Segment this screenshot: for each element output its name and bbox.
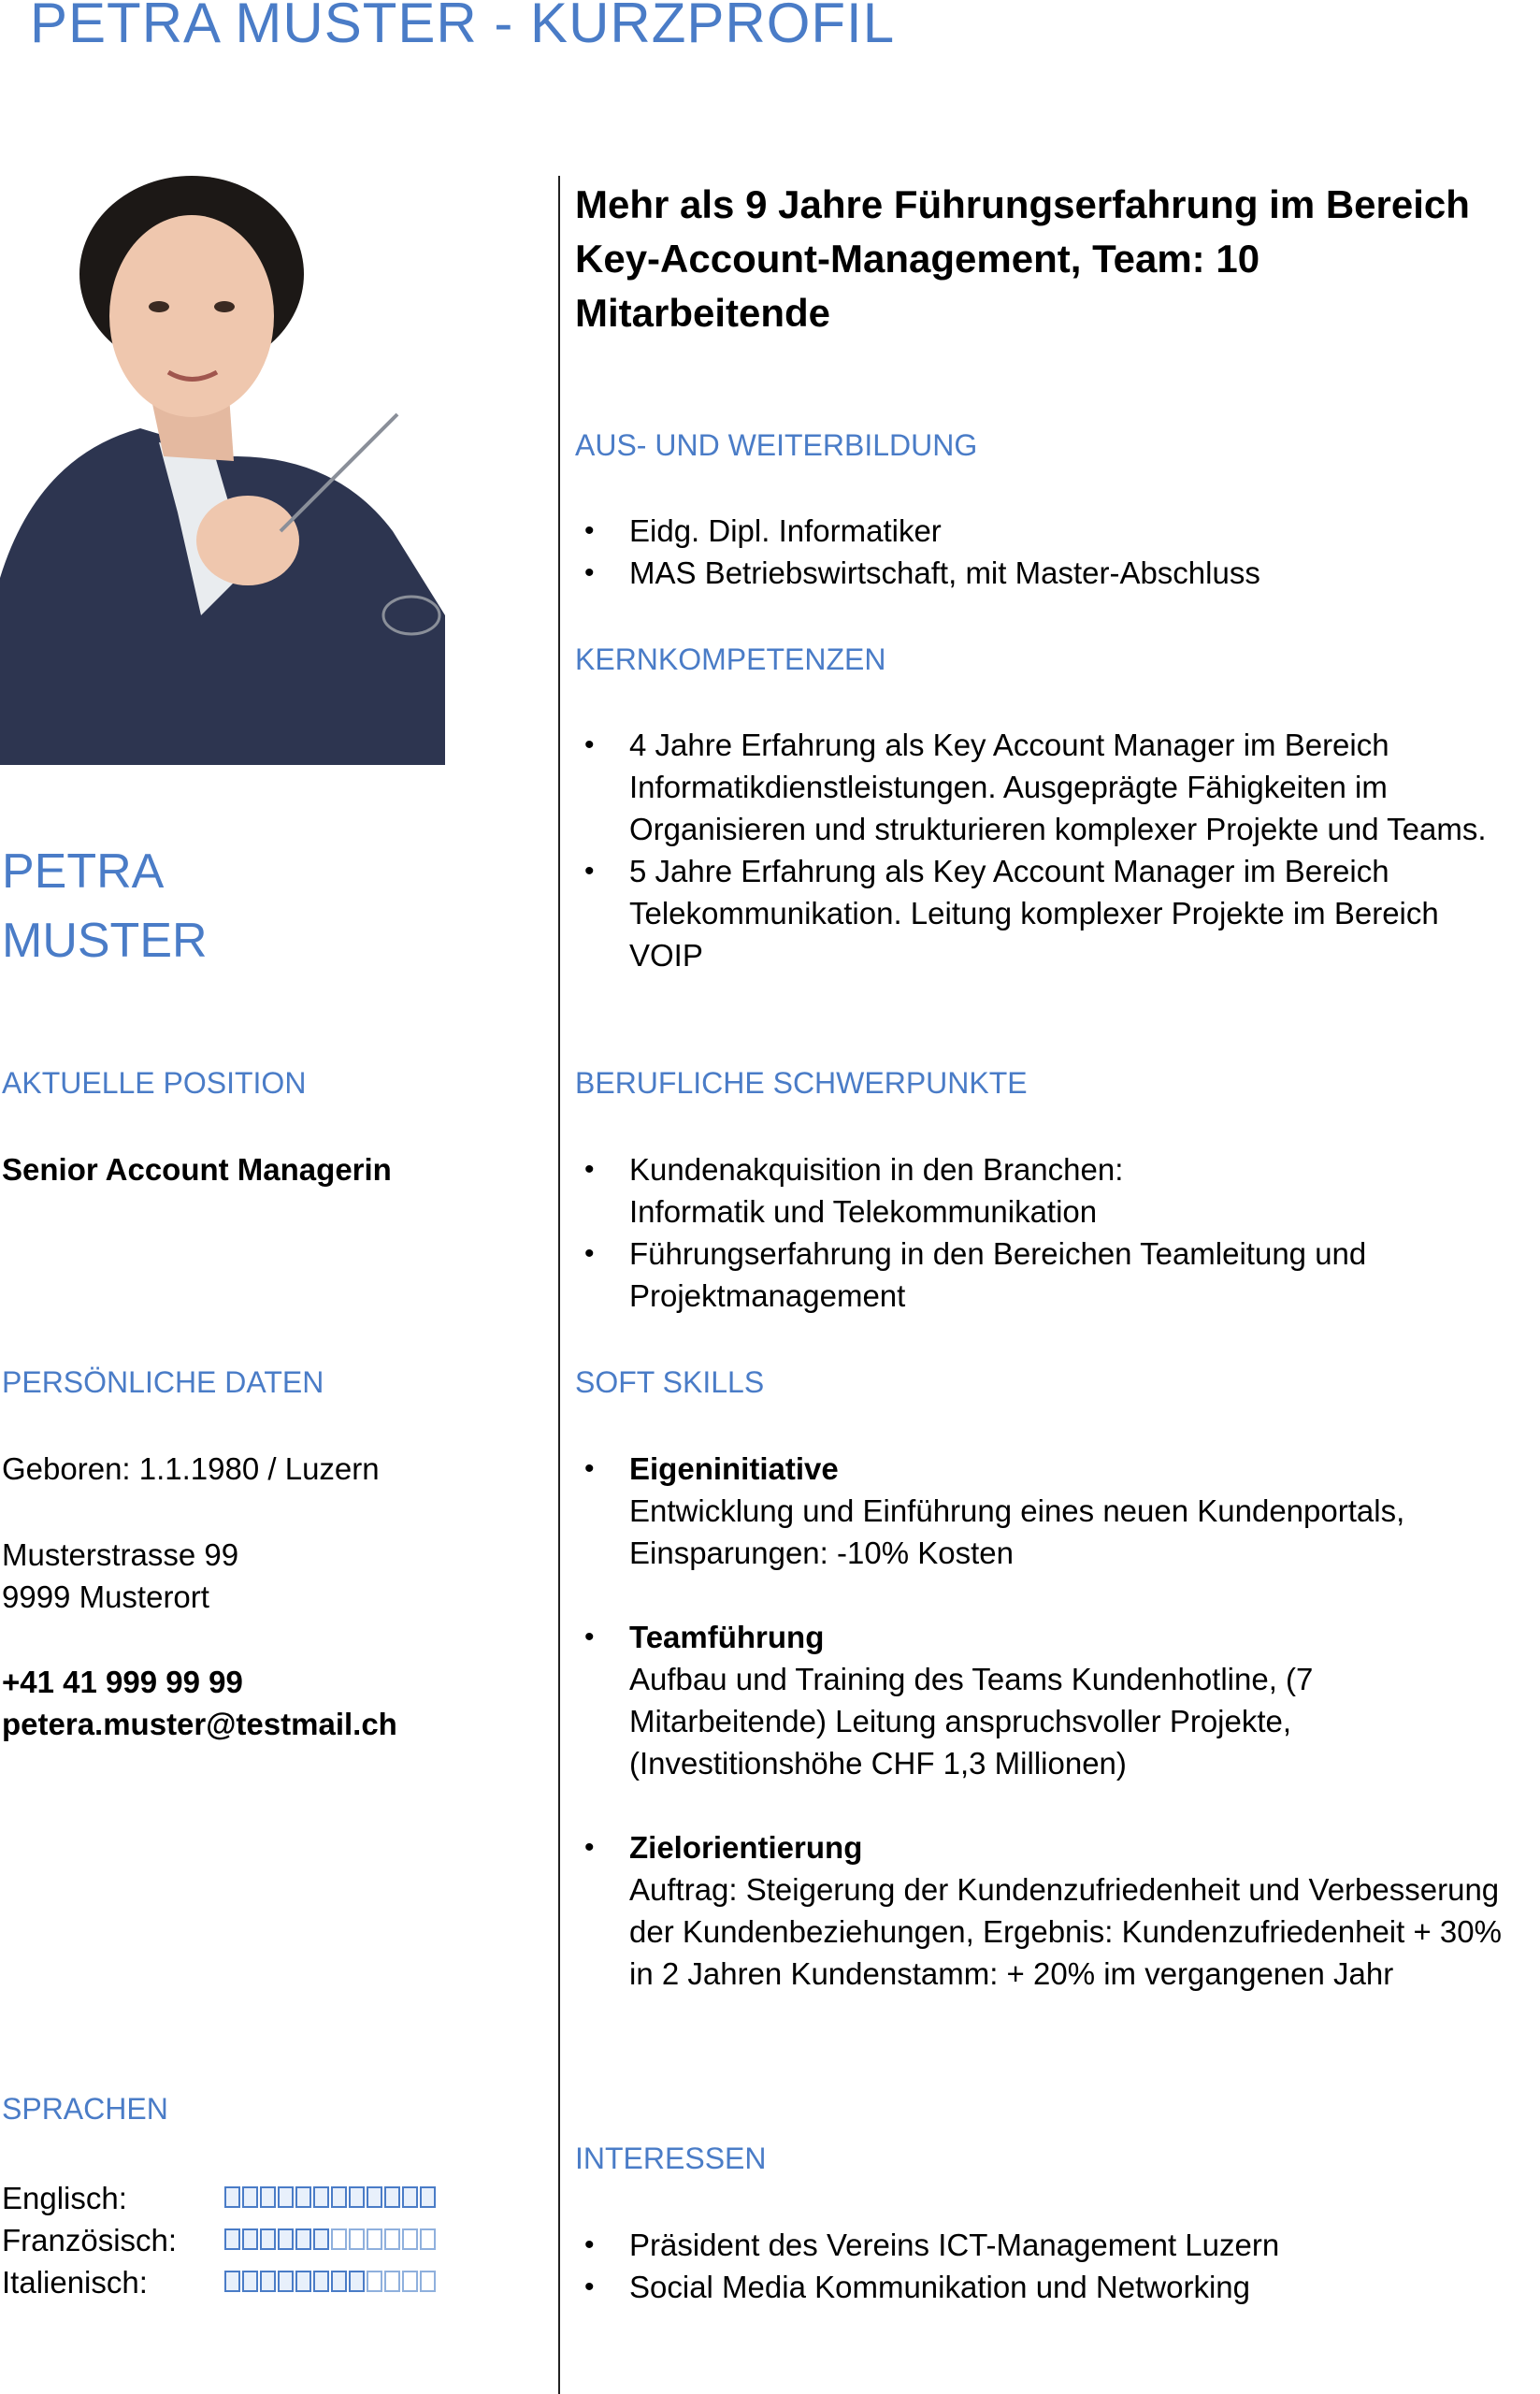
level-square <box>313 2186 329 2208</box>
list-item <box>575 1148 1529 1233</box>
level-square <box>260 2186 276 2208</box>
level-square <box>402 2228 418 2250</box>
level-square <box>331 2186 347 2208</box>
language-name: Französisch: <box>2 2223 178 2257</box>
level-square <box>367 2271 382 2292</box>
focus-line: • Kundenakquisition in den Branchen: <box>629 1152 1124 1187</box>
level-square <box>402 2186 418 2208</box>
level-square <box>349 2228 365 2250</box>
language-name: Englisch: <box>2 2181 127 2215</box>
education-heading: AUS- UND WEITERBILDUNG <box>575 428 978 462</box>
column-divider <box>558 176 560 2394</box>
soft-skills-list <box>575 1448 1529 1995</box>
focus-heading: BERUFLICHE SCHWERPUNKTE <box>575 1066 1028 1100</box>
focus-list <box>575 1148 1529 1317</box>
level-square <box>349 2186 365 2208</box>
level-square <box>224 2228 240 2250</box>
level-square <box>384 2228 400 2250</box>
level-square <box>384 2271 400 2292</box>
level-square <box>224 2186 240 2208</box>
personal-data-heading: PERSÖNLICHE DATEN <box>2 1365 324 1399</box>
profile-headline: Mehr als 9 Jahre Führungserfahrung im Bereich Key-Account-Management, Team: 10 Mitarbeitende <box>575 182 1470 335</box>
level-square <box>367 2228 382 2250</box>
level-square <box>313 2228 329 2250</box>
birth-info: Geboren: 1.1.1980 / Luzern <box>2 1451 380 1486</box>
level-square <box>242 2186 258 2208</box>
level-square <box>367 2186 382 2208</box>
level-square <box>295 2228 311 2250</box>
level-square <box>260 2228 276 2250</box>
list-item <box>575 1616 1529 1784</box>
level-square <box>420 2271 436 2292</box>
level-square <box>278 2228 294 2250</box>
name-first: PETRA <box>2 844 165 899</box>
soft-skills-heading: SOFT SKILLS <box>575 1365 765 1399</box>
list-item <box>575 1233 1529 1317</box>
language-level-bar <box>224 2228 438 2250</box>
level-square <box>260 2271 276 2292</box>
list-item: • Social Media Kommunikation und Networking <box>575 2266 1529 2308</box>
address-city: 9999 Musterort <box>2 1579 209 1614</box>
profile-photo <box>0 176 445 765</box>
languages-heading: SPRACHEN <box>2 2092 168 2126</box>
skill-text: Entwicklung und Einführung eines neuen Kundenportals, Einsparungen: -10% Kosten <box>629 1493 1405 1570</box>
address-street: Musterstrasse 99 <box>2 1537 239 1572</box>
language-level-bar <box>224 2186 438 2208</box>
level-square <box>295 2271 311 2292</box>
education-list <box>575 510 1529 594</box>
level-square <box>384 2186 400 2208</box>
current-position: Senior Account Managerin <box>2 1152 392 1187</box>
core-skills-list <box>575 724 1538 976</box>
skill-text: Aufbau und Training des Teams Kundenhotline, (7 Mitarbeitende) Leitung anspruchsvoller Projekte, (Investitionshöhe CHF 1,3 Millionen) <box>629 1662 1314 1781</box>
email-address[interactable]: petera.muster@testmail.ch <box>2 1707 397 1741</box>
skill-title: • Zielorientierung <box>629 1830 863 1865</box>
language-name: Italienisch: <box>2 2265 148 2300</box>
list-item: • Eidg. Dipl. Informatiker <box>575 510 1529 552</box>
interests-heading: INTERESSEN <box>575 2142 767 2175</box>
name-last: MUSTER <box>2 914 208 968</box>
list-item <box>575 1826 1529 1995</box>
position-heading: AKTUELLE POSITION <box>2 1066 307 1100</box>
level-square <box>278 2271 294 2292</box>
level-square <box>420 2186 436 2208</box>
skill-title: • Eigeninitiative <box>629 1451 839 1486</box>
level-square <box>278 2186 294 2208</box>
level-square <box>242 2228 258 2250</box>
level-square <box>420 2228 436 2250</box>
focus-line: Projektmanagement <box>629 1278 906 1313</box>
focus-line: Informatik und Telekommunikation <box>629 1194 1098 1229</box>
list-item: • Präsident des Vereins ICT-Management Luzern <box>575 2224 1529 2266</box>
list-item <box>575 1448 1529 1574</box>
level-square <box>295 2186 311 2208</box>
person-name <box>2 837 208 975</box>
level-square <box>313 2271 329 2292</box>
interests-list <box>575 2224 1529 2308</box>
level-square <box>224 2271 240 2292</box>
list-item: • 4 Jahre Erfahrung als Key Account Manager im Bereich Informatikdienstleistungen. Ausgeprägte Fähigkeiten im Organisieren und strukturieren komplexer Projekte und Teams. <box>575 724 1538 850</box>
language-level-bar <box>224 2271 438 2292</box>
level-square <box>349 2271 365 2292</box>
skill-text: Auftrag: Steigerung der Kundenzufriedenheit und Verbesserung der Kundenbeziehungen, Ergebnis: Kundenzufriedenheit + 30% in 2 Jahren Kundenstamm: + 20% im vergangenen Jahr <box>629 1872 1502 1991</box>
level-square <box>242 2271 258 2292</box>
skill-title: • Teamführung <box>629 1620 825 1654</box>
level-square <box>402 2271 418 2292</box>
level-square <box>331 2271 347 2292</box>
list-item: • 5 Jahre Erfahrung als Key Account Manager im Bereich Telekommunikation. Leitung komplexer Projekte im Bereich VOIP <box>575 850 1538 976</box>
list-item: • MAS Betriebswirtschaft, mit Master-Abschluss <box>575 552 1529 594</box>
phone-number: +41 41 999 99 99 <box>2 1665 243 1699</box>
level-square <box>331 2228 347 2250</box>
page-title: PETRA MUSTER - KURZPROFIL <box>30 0 896 54</box>
focus-line: • Führungserfahrung in den Bereichen Teamleitung und <box>629 1236 1367 1271</box>
core-skills-heading: KERNKOMPETENZEN <box>575 642 886 676</box>
